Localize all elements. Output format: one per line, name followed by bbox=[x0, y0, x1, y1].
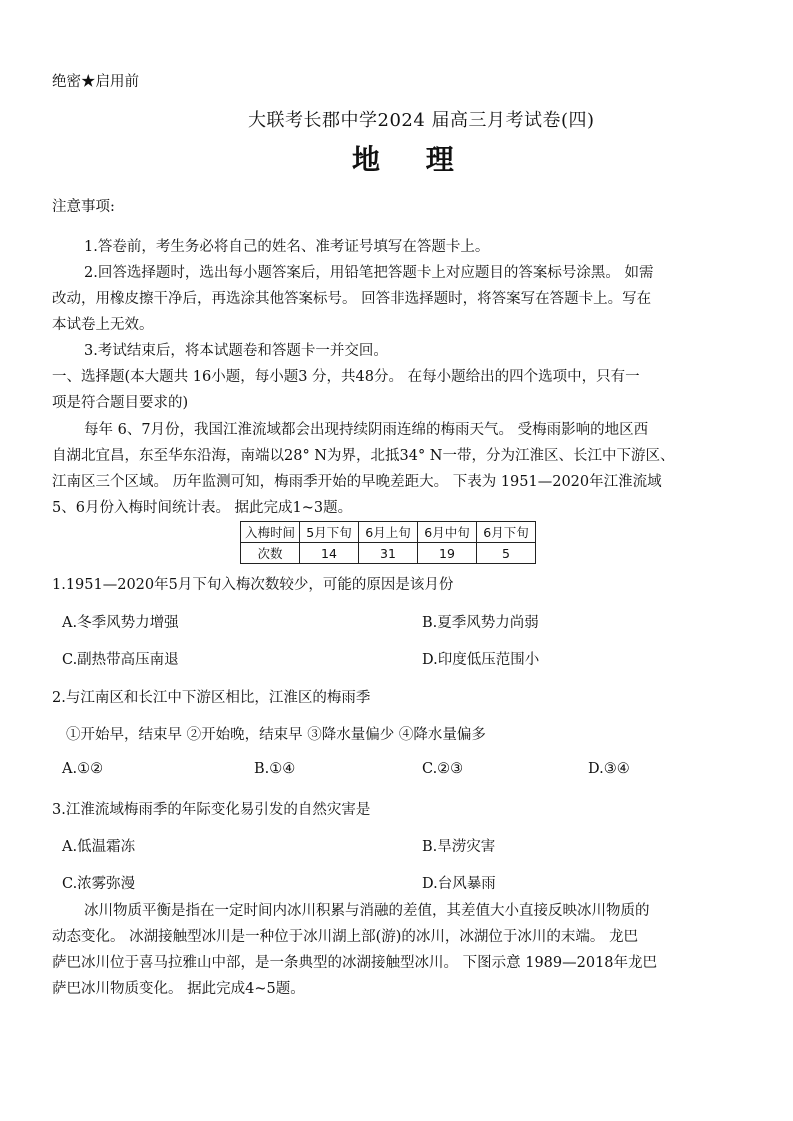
q2-option-a: A.①② bbox=[62, 761, 104, 777]
q2-option-d: D.③④ bbox=[588, 761, 630, 777]
passage-line: 萨巴冰川物质变化。 据此完成4~5题。 bbox=[52, 981, 305, 997]
notice-line: 1.答卷前，考生务必将自己的姓名、准考证号填写在答题卡上。 bbox=[84, 239, 490, 255]
q1-option-a: A.冬季风势力增强 bbox=[62, 615, 179, 631]
table-cell: 次数 bbox=[241, 543, 300, 564]
table-cell: 6月中旬 bbox=[418, 522, 477, 543]
table-row bbox=[241, 543, 536, 564]
exam-title: 大联考长郡中学2024 届高三月考试卷(四) bbox=[248, 110, 595, 131]
question-1-stem: 1.1951—2020年5月下旬入梅次数较少，可能的原因是该月份 bbox=[52, 577, 454, 593]
q1-option-c: C.副热带高压南退 bbox=[62, 652, 179, 668]
notice-heading: 注意事项: bbox=[52, 199, 115, 215]
passage-line: 江南区三个区域。 历年监测可知，梅雨季开始的早晚差距大。 下表为 1951—2020年江淮流域 bbox=[52, 474, 662, 490]
q1-option-b: B.夏季风势力尚弱 bbox=[422, 615, 539, 631]
section-heading-cont: 项是符合题目要求的) bbox=[52, 395, 189, 411]
subject-title: 地 理 bbox=[352, 143, 472, 176]
table-cell: 5 bbox=[477, 543, 536, 564]
q1-option-d: D.印度低压范围小 bbox=[422, 652, 540, 668]
question-3-stem: 3.江淮流域梅雨季的年际变化易引发的自然灾害是 bbox=[52, 802, 371, 818]
q3-option-c: C.浓雾弥漫 bbox=[62, 876, 136, 892]
passage-line: 5、6月份入梅时间统计表。 据此完成1~3题。 bbox=[52, 500, 353, 516]
passage-line: 自湖北宜昌，东至华东沿海，南端以28° N为界，北抵34° N一带，分为江淮区、长江中下游区、 bbox=[52, 448, 675, 464]
notice-line: 3.考试结束后，将本试题卷和答题卡一并交回。 bbox=[84, 343, 388, 359]
q2-option-b: B.①④ bbox=[254, 761, 296, 777]
q3-option-d: D.台风暴雨 bbox=[422, 876, 496, 892]
table-cell: 入梅时间 bbox=[241, 522, 300, 543]
table-cell: 5月下旬 bbox=[300, 522, 359, 543]
table-cell: 19 bbox=[418, 543, 477, 564]
question-2-stem: 2.与江南区和长江中下游区相比，江淮区的梅雨季 bbox=[52, 690, 371, 706]
section-heading: 一、选择题(本大题共 16小题，每小题3 分，共48分。 在每小题给出的四个选项中，只有一 bbox=[52, 369, 640, 385]
secret-mark: 绝密★启用前 bbox=[52, 74, 139, 90]
q3-option-b: B.旱涝灾害 bbox=[422, 839, 496, 855]
table-cell: 14 bbox=[300, 543, 359, 564]
passage-line: 动态变化。 冰湖接触型冰川是一种位于冰川湖上部(游)的冰川，冰湖位于冰川的末端。 龙巴 bbox=[52, 929, 639, 945]
q2-items: ①开始早，结束早 ②开始晚，结束早 ③降水量偏少 ④降水量偏多 bbox=[66, 727, 486, 743]
table-cell: 6月上旬 bbox=[359, 522, 418, 543]
table-cell: 31 bbox=[359, 543, 418, 564]
q3-option-a: A.低温霜冻 bbox=[62, 839, 136, 855]
notice-line: 改动，用橡皮擦干净后，再选涂其他答案标号。 回答非选择题时，将答案写在答题卡上。写在 bbox=[52, 291, 652, 307]
plum-rain-table bbox=[240, 521, 536, 564]
notice-line: 2.回答选择题时，选出每小题答案后，用铅笔把答题卡上对应题目的答案标号涂黑。 如需 bbox=[84, 265, 654, 281]
q2-option-c: C.②③ bbox=[422, 761, 464, 777]
table-cell: 6月下旬 bbox=[477, 522, 536, 543]
table-header-row bbox=[241, 522, 536, 543]
passage-line: 冰川物质平衡是指在一定时间内冰川积累与消融的差值，其差值大小直接反映冰川物质的 bbox=[84, 903, 650, 919]
notice-line: 本试卷上无效。 bbox=[52, 317, 154, 333]
passage-line: 每年 6、7月份，我国江淮流域都会出现持续阴雨连绵的梅雨天气。 受梅雨影响的地区西 bbox=[84, 422, 649, 438]
passage-line: 萨巴冰川位于喜马拉雅山中部，是一条典型的冰湖接触型冰川。 下图示意 1989—2018年龙巴 bbox=[52, 955, 658, 971]
